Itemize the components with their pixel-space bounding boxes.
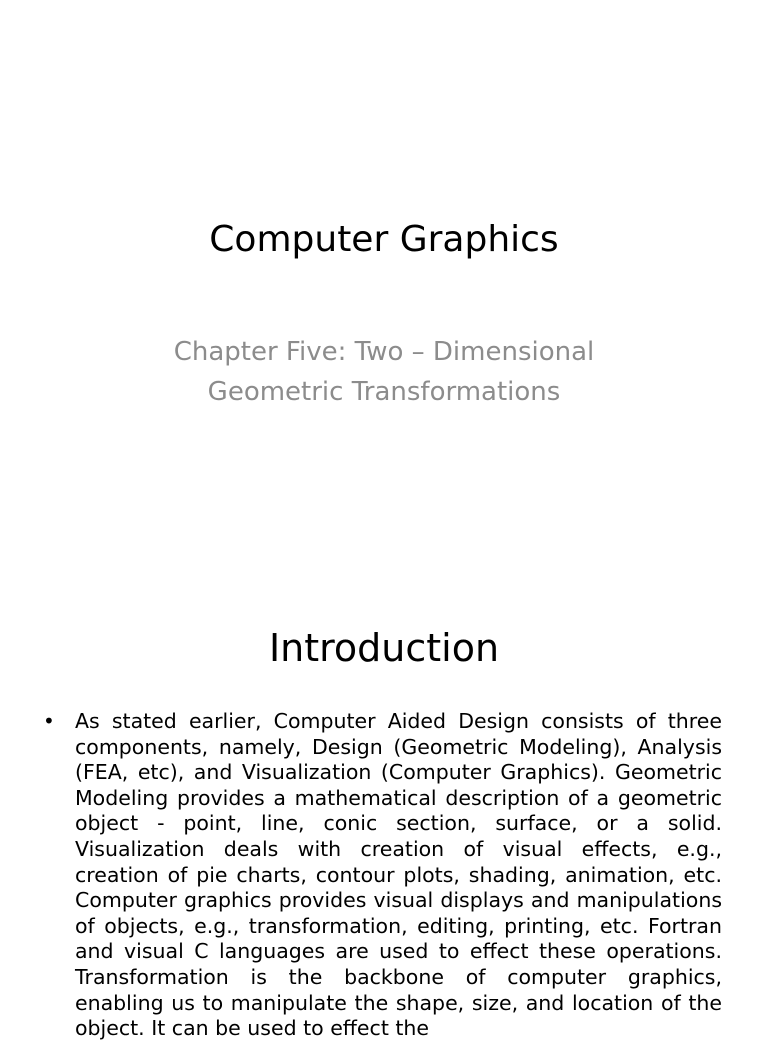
introduction-heading: Introduction: [268, 626, 500, 670]
bullet-item: [40, 709, 722, 1042]
slide-subtitle: [0, 332, 768, 412]
bullet-text: As stated earlier, Computer Aided Design consists of three components, namely, Design (Geometric Modeling), Analysis (FEA, etc), and Visualization (Computer Graphics). Geometric Modeling provides a mathematical description of a geometric object - point, line, conic section, surface, or a solid. Visualization deals with creation of visual effects, e.g., creation of pie charts, contour plots, shading, animation, etc. Computer graphics provides visual displays and manipulations of objects, e.g., transformation, editing, printing, etc. Fortran and visual C languages are used to effect these operations. Transformation is the backbone of computer graphics, enabling us to manipulate the shape, size, and location of the object. It can be used to effect the: [75, 709, 722, 1041]
bullet-icon: •: [43, 709, 55, 733]
introduction-slide: [0, 576, 768, 1041]
slide-title: Computer Graphics: [209, 219, 559, 260]
bullet-list: [40, 709, 722, 1042]
subtitle-line-2: Geometric Transformations: [207, 377, 561, 407]
subtitle-line-1: Chapter Five: Two – Dimensional: [173, 337, 595, 367]
